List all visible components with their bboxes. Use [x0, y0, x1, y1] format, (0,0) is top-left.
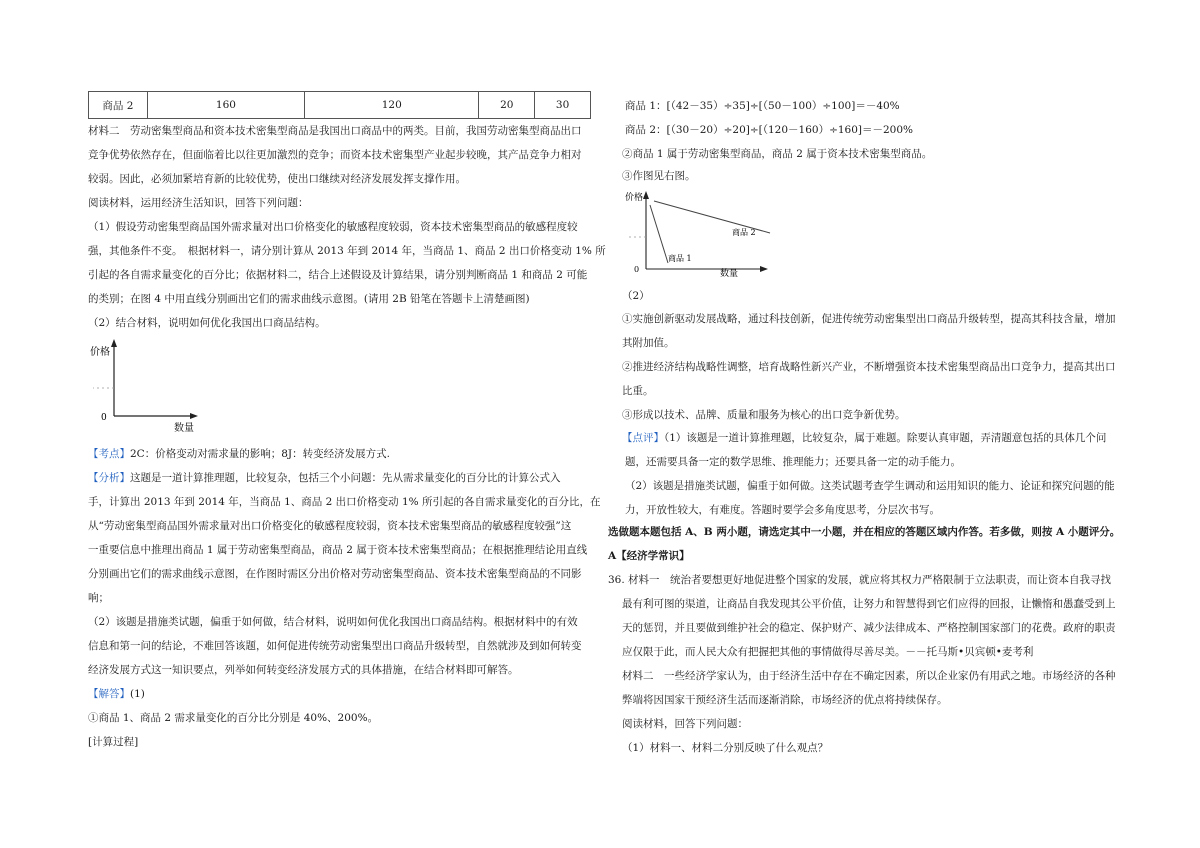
text-line: 商品 1：[（42－35）÷35]÷[（50－100）÷100]＝－40% — [625, 100, 900, 112]
data-table — [88, 91, 591, 119]
table-cell: 30 — [535, 92, 591, 119]
table-cell: 20 — [479, 92, 535, 119]
demand-curve-chart — [622, 185, 787, 282]
text-line: 最有利可图的渠道，让商品自我发现其公平价值，让努力和智慧得到它们应得的回报，让懒惰和愚蠢受到上 — [622, 598, 1116, 610]
text-line: （1）材料一、材料二分别反映了什么观点？ — [622, 742, 829, 754]
x-axis-label: 数量 — [174, 423, 194, 433]
kaodian-tag: 【考点】 — [88, 448, 130, 460]
text-line: 商品 2：[（30－20）÷20]÷[（120－160）÷160]＝－200% — [625, 124, 914, 136]
kaodian-line — [88, 446, 390, 461]
text-line: ②商品 1 属于劳动密集型商品，商品 2 属于资本技术密集型商品。 — [622, 148, 933, 160]
jieda-tag: 【解答】 — [88, 688, 130, 700]
text-line: ②推进经济结构战略性调整，培育战略性新兴产业，不断增强资本技术密集型商品出口竞争力，提高其出口 — [622, 361, 1116, 373]
kaodian-text: 2C：价格变动对需求量的影响；8J：转变经济发展方式. — [130, 448, 390, 460]
text-line: 从“劳动密集型商品国外需求量对出口价格变化的敏感程度较弱，资本技术密集型商品的敏感程度较强”这 — [88, 520, 572, 532]
dianping-line — [622, 430, 1106, 445]
text-line: （2）该题是措施类试题，偏重于如何做，结合材料，说明如何优化我国出口商品结构。根据材料中的有效 — [88, 616, 578, 628]
dianping-text: （1）该题是一道计算推理题，比较复杂，属于难题。除要认真审题，弄清题意包括的具体几个问 — [664, 432, 1107, 444]
fenxi-text: 这题是一道计算推理题，比较复杂，包括三个小问题：先从需求量变化的百分比的计算公式入 — [130, 472, 561, 484]
jieda-line — [88, 686, 145, 701]
text-line: 强，其他条件不变。 根据材料一，请分别计算从 2013 年到 2014 年，当商品 1、商品 2 出口价格变动 1% 所 — [88, 245, 606, 257]
good1-demand-line — [650, 205, 668, 263]
text-line: ③形成以技术、品牌、质量和服务为核心的出口竞争新优势。 — [622, 409, 906, 421]
text-line: 分别画出它们的需求曲线示意图，在作图时需区分出价格对劳动密集型商品、资本技术密集型商品的不同影 — [88, 568, 582, 580]
text-line: 阅读材料，回答下列问题： — [622, 718, 748, 730]
text-line: 其附加值。 — [622, 337, 675, 349]
text-line: 信息和第一问的结论，不难回答该题，如何促进传统劳动密集型出口商品升级转型，自然就涉及到如何转变 — [88, 640, 582, 652]
text-line: （2） — [622, 290, 650, 302]
text-line: 阅读材料，运用经济生活知识，回答下列问题： — [88, 197, 309, 209]
text-line: 经济发展方式这一知识要点，列举如何转变经济发展方式的具体措施，在结合材料即可解答。 — [88, 664, 519, 676]
text-line: ③作图见右图。 — [622, 170, 696, 182]
fenxi-tag: 【分析】 — [88, 472, 130, 484]
origin-label: 0 — [634, 265, 640, 274]
text-line: 一重要信息中推理出商品 1 属于劳动密集型商品，商品 2 属于资本技术密集型商品；在根据推理结论用直线 — [88, 544, 588, 556]
select-heading: 选做题本题包括 A、B 两小题，请选定其中一小题，并在相应的答题区域内作答。若多做，则按 A 小题评分。 — [608, 526, 1121, 538]
text-line: 响； — [88, 592, 109, 604]
fenxi-line — [88, 470, 561, 485]
question-2: （2）结合材料，说明如何优化我国出口商品结构。 — [88, 317, 326, 329]
table-cell: 120 — [305, 92, 479, 119]
blank-demand-chart — [88, 333, 208, 433]
y-axis-label: 价格 — [90, 347, 110, 358]
origin-label: 0 — [101, 413, 107, 423]
text-line: 手，计算出 2013 年到 2014 年，当商品 1、商品 2 出口价格变动 1% 所引起的各自需求量变化的百分比，在 — [88, 496, 601, 508]
section-a-heading: A【经济学常识】 — [608, 550, 690, 562]
text-line: 弊端将因国家干预经济生活而逐渐消除，市场经济的优点将持续保存。 — [622, 694, 948, 706]
text-line: [计算过程] — [88, 736, 139, 748]
jieda-text: (1) — [130, 688, 145, 700]
text-line: 较弱。因此，必须加紧培育新的比较优势，使出口继续对经济发展发挥支撑作用。 — [88, 173, 466, 185]
text-line: ①实施创新驱动发展战略，通过科技创新，促进传统劳动密集型出口商品升级转型，提高其科技含量，增加 — [622, 313, 1116, 325]
dianping-tag: 【点评】 — [622, 432, 664, 444]
text-line: 竞争优势依然存在，但面临着比以往更加激烈的竞争；而资本技术密集型产业起步较晚，其产品竞争力相对 — [88, 149, 582, 161]
text-line: 的类别；在图 4 中用直线分别画出它们的需求曲线示意图。(请用 2B 铅笔在答题卡上清楚画图) — [88, 293, 530, 305]
text-line: ①商品 1、商品 2 需求量变化的百分比分别是 40%、200%。 — [88, 712, 379, 724]
text-line: 引起的各自需求量变化的百分比；依据材料二，结合上述假设及计算结果，请分别判断商品 1 和商品 2 可能 — [88, 269, 588, 281]
table-cell: 商品 2 — [89, 92, 148, 119]
text-line: 天的惩罚，并且要做到维护社会的稳定、保护财产、减少法律成本、严格控制国家部门的花费。政府的职责 — [622, 622, 1116, 634]
text-line: 比重。 — [622, 385, 654, 397]
table-row — [89, 92, 591, 119]
question-36: 36. 材料一 统治者要想更好地促进整个国家的发展，就应将其权力严格限制于立法职责，而让资本自我寻找 — [608, 574, 1112, 586]
y-axis-label: 价格 — [625, 193, 644, 203]
good2-label: 商品 2 — [732, 228, 756, 237]
x-axis-label: 数量 — [720, 269, 739, 279]
text-line: 应仅限于此，而人民大众有把握把其他的事情做得尽善尽美。－－托马斯•贝宾顿•麦考利 — [622, 646, 1034, 658]
table-cell: 160 — [147, 92, 304, 119]
text-line: 题，还需要具备一定的数学思维、推理能力；还要具备一定的动手能力。 — [625, 456, 961, 468]
text-line: 材料二 劳动密集型商品和资本技术密集型商品是我国出口商品中的两类。目前，我国劳动密集型商品出口 — [88, 125, 582, 137]
text-line: （2）该题是措施类试题，偏重于如何做。这类试题考查学生调动和运用知识的能力、论证和探究问题的能 — [625, 480, 1115, 492]
text-line: 材料二 一些经济学家认为，由于经济生活中存在不确定因素，所以企业家仍有用武之地。市场经济的各种 — [622, 670, 1116, 682]
question-1: （1）假设劳动密集型商品国外需求量对出口价格变化的敏感程度较弱，资本技术密集型商品的敏感程度较 — [88, 221, 578, 233]
good1-label: 商品 1 — [668, 254, 692, 263]
text-line: 力，开放性较大，有难度。答题时要学会多角度思考，分层次书写。 — [625, 504, 940, 516]
